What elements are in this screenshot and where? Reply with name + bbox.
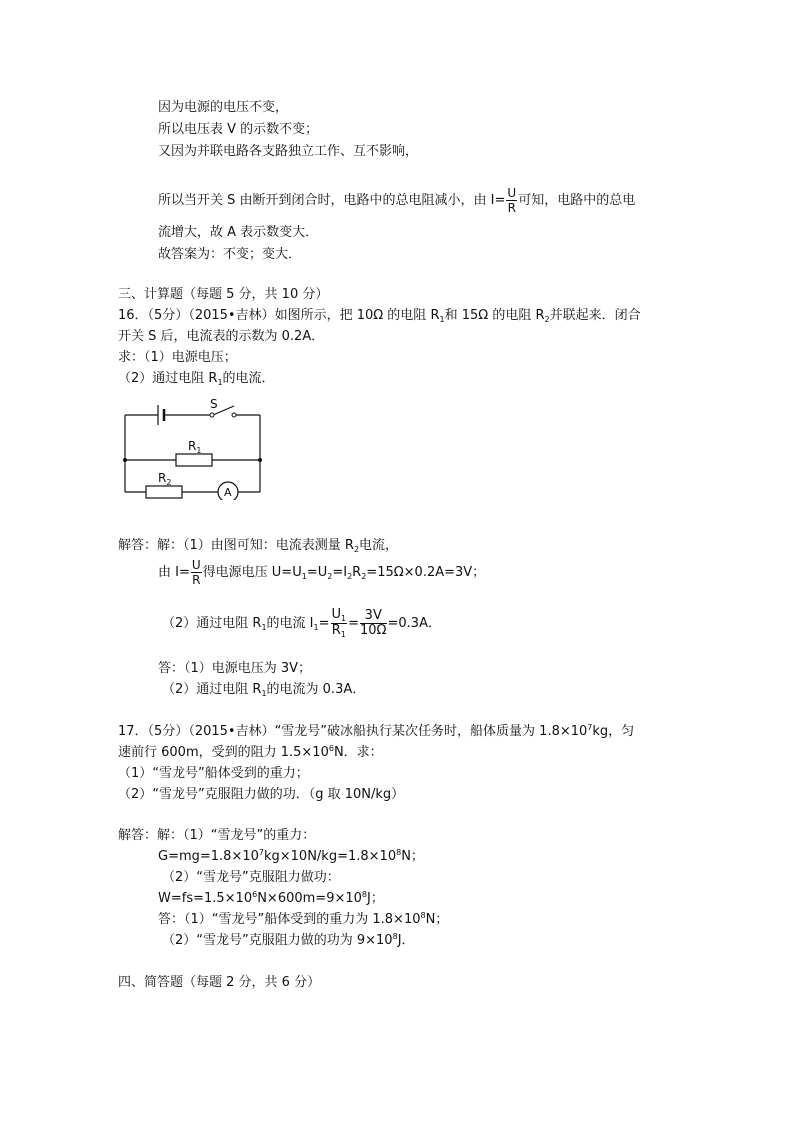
q16-answer-2: 由 I= $\frac{U}{R}$ 得电源电压 $U=U_1=U_2=I_2R_2=15\Omega\times 0.2A=3V$；	[158, 558, 486, 587]
q17-line-2: 速前行 600m，受到的阻力 $1.5\times 10^6N$．求：	[118, 744, 383, 760]
prev-line-4: 所以当开关 S 由断开到闭合时，电路中的总电阻减小，由 I= $\frac{U}{R}$ 可知，电路中的总电	[158, 186, 636, 215]
q17-answer-5: 答：（1）“雪龙号”船体受到的重力为 $1.8\times 10^8N$；	[158, 911, 449, 927]
q17-answer-6: （2）“雪龙号”克服阻力做的功为 $9\times 10^8J$．	[162, 932, 415, 948]
circuit-diagram	[118, 396, 268, 500]
resistor-r1	[176, 454, 212, 466]
r2-label: $R_2$	[158, 471, 172, 487]
q16-answer-3: （2）通过电阻 $R_1$的电流 $I_1=$ $\frac{U_1}{R_1}$ = $\frac{3V}{10\Omega}$ =0.3A．	[162, 607, 441, 639]
q16-line-4: （2）通过电阻 $R_1$的电流．	[118, 371, 275, 387]
resistor-r2	[146, 486, 182, 498]
q16-line-1: 16．（5分）（2015•吉林）如图所示，把 10Ω 的电阻 $R_1$和 15Ω 的电阻 $R_2$并联起来．闭合	[118, 308, 641, 324]
q17-answer-2: $G=mg=1.8\times 10^7kg\times 10N/kg=1.8\times 10^8N$；	[158, 848, 424, 864]
q17-line-4: （2）“雪龙号”克服阻力做的功．（g 取 10N/kg）	[118, 787, 405, 802]
q17-answer-4: $W=fs=1.5\times 10^6N\times 600m=9\times 10^8J$；	[158, 890, 384, 906]
section-3-title: 三、计算题（每题 5 分，共 10 分）	[118, 287, 329, 302]
prev-line-3: 又因为并联电路各支路独立工作、互不影响，	[158, 144, 419, 159]
junction-left	[123, 458, 127, 462]
switch-label: S	[210, 397, 218, 411]
prev-line-5: 流增大，故 A 表示数变大．	[158, 225, 319, 240]
junction-right	[258, 458, 262, 462]
q17-line-3: （1）“雪龙号”船体受到的重力；	[118, 766, 309, 781]
r1-label: $R_1$	[188, 439, 202, 455]
q16-answer-1: 解答：解：（1）由图可知：电流表测量 $R_2$电流，	[118, 538, 399, 554]
prev-line-6: 故答案为：不变；变大．	[158, 247, 302, 262]
prev-line-1: 因为电源的电压不变，	[158, 100, 289, 115]
q16-line-2: 开关 S 后，电流表的示数为 0.2A．	[118, 329, 325, 344]
q17-answer-1: 解答：解：（1）“雪龙号”的重力：	[118, 828, 316, 843]
q16-answer-5: （2）通过电阻 $R_1$的电流为 0.3A．	[162, 682, 366, 698]
q16-answer-4: 答：（1）电源电压为 3V；	[158, 661, 312, 676]
prev-line-2: 所以电压表 V 的示数不变；	[158, 122, 319, 137]
q17-answer-3: （2）“雪龙号”克服阻力做功：	[162, 870, 340, 885]
q17-line-1: 17．（5分）（2015•吉林）“雪龙号”破冰船执行某次任务时，船体质量为 $1.8\times 10^7kg$，匀	[118, 723, 635, 739]
q16-line-3: 求：（1）电源电压；	[118, 350, 237, 365]
fraction-u-over-r: $\frac{U}{R}$	[507, 186, 517, 215]
section-4-title: 四、简答题（每题 2 分，共 6 分）	[118, 975, 321, 990]
ammeter-label: A	[224, 486, 232, 499]
